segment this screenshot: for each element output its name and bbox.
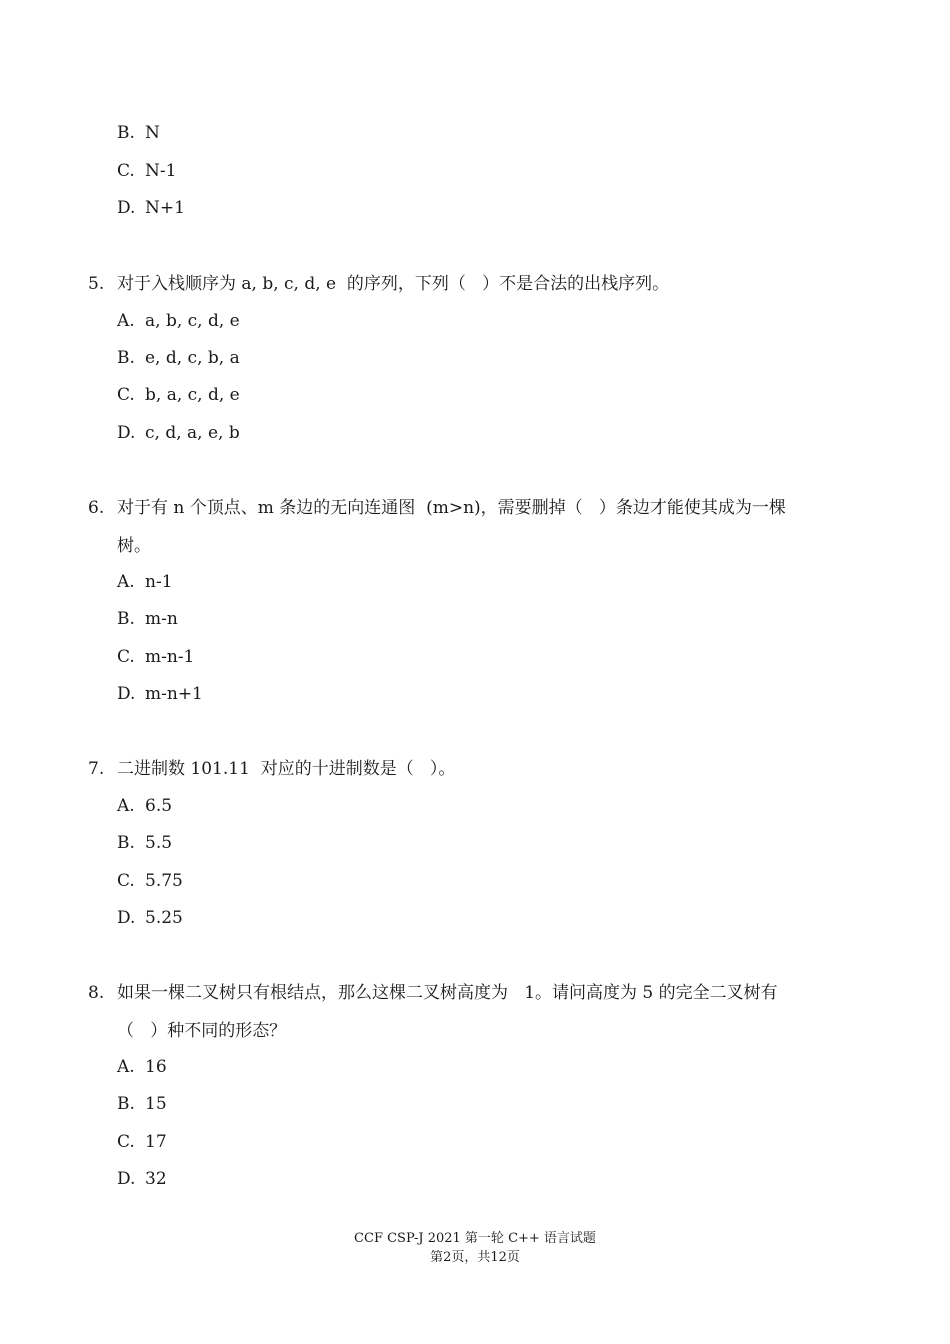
question-7-option-c: C. 5.75 (117, 871, 183, 891)
question-6-stem-continued: 树。 (117, 536, 151, 556)
question-7-option-b: B. 5.5 (117, 833, 173, 853)
question-7-option-a: A. 6.5 (117, 796, 173, 816)
question-7-stem: 7. 二进制数 101.11 对应的十进制数是（ ）。 (88, 759, 456, 779)
question-7-option-d: D. 5.25 (117, 908, 183, 928)
question-5-option-c: C. b, a, c, d, e (117, 385, 240, 405)
question-6-option-b: B. m-n (117, 609, 178, 629)
question-6-option-d: D. m-n+1 (117, 684, 203, 704)
question-8-option-b: B. 15 (117, 1094, 167, 1114)
footer-title: CCF CSP-J 2021 第一轮 C++ 语言试题 (354, 1231, 596, 1246)
question-8-stem: 8. 如果一棵二叉树只有根结点，那么这棵二叉树高度为 1。请问高度为 5 的完全二叉树有 (88, 983, 778, 1003)
question-5-stem: 5. 对于入栈顺序为 a, b, c, d, e 的序列，下列（ ）不是合法的出栈序列。 (88, 274, 670, 294)
option-d: D. N+1 (117, 198, 185, 218)
question-8-stem-continued: （ ）种不同的形态？ (117, 1021, 287, 1041)
question-6-stem: 6. 对于有 n 个顶点、m 条边的无向连通图 (m>n)，需要删掉（ ）条边才能使其成为一棵 (88, 498, 786, 518)
option-c: C. N-1 (117, 161, 177, 181)
footer-page-number: 第2页，共12页 (430, 1250, 520, 1265)
question-5-option-b: B. e, d, c, b, a (117, 348, 240, 368)
question-6-option-c: C. m-n-1 (117, 647, 195, 667)
question-6-option-a: A. n-1 (117, 572, 173, 592)
question-8-option-c: C. 17 (117, 1132, 167, 1152)
question-5-option-a: A. a, b, c, d, e (117, 311, 240, 331)
option-b: B. N (117, 123, 160, 143)
question-8-option-d: D. 32 (117, 1169, 167, 1189)
question-5-option-d: D. c, d, a, e, b (117, 423, 240, 443)
question-8-option-a: A. 16 (117, 1057, 167, 1077)
